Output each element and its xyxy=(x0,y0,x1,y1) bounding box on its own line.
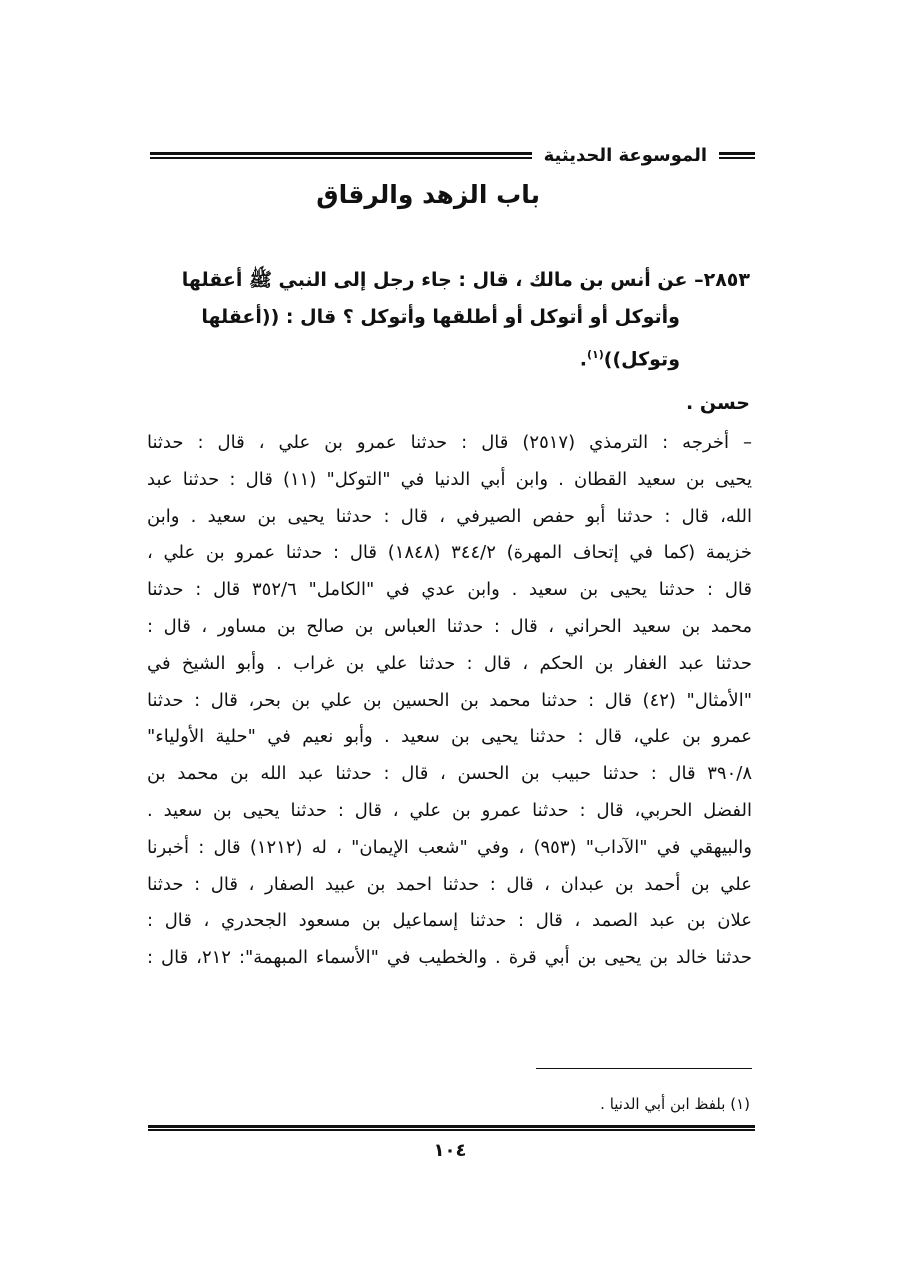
takhrij-line: – أخرجه : الترمذي (٢٥١٧) قال : حدثنا عمرو بن علي ، قال : حدثنا xyxy=(147,432,752,453)
takhrij-line: خزيمة (كما في إتحاف المهرة) ٣٤٤/٢ (١٨٤٨) قال : حدثنا عمرو بن علي ، xyxy=(147,542,752,564)
footnote-separator xyxy=(536,1068,752,1069)
takhrij-line: ٣٩٠/٨ قال : حدثنا حبيب بن الحسن ، قال : حدثنا عبد الله بن محمد بن xyxy=(147,763,752,785)
hadith-grade: حسن . xyxy=(686,392,750,414)
hadith-line: وأتوكل أو أتوكل أو أطلقها وأتوكل ؟ قال : ((أعقلها xyxy=(201,306,680,328)
footnote-marker: (١) xyxy=(586,348,604,361)
takhrij-line: عمرو بن علي، قال : حدثنا يحيى بن سعيد . وأبو نعيم في "حلية الأولياء" xyxy=(147,726,752,748)
footer-rule xyxy=(148,1125,755,1131)
hadith-end: . xyxy=(579,348,587,371)
book-title: الموسوعة الحديثية xyxy=(543,144,707,166)
hadith-text xyxy=(150,262,750,378)
running-header xyxy=(150,143,755,167)
takhrij-line: حدثنا عبد الغفار بن الحكم ، قال : حدثنا علي بن غراب . وأبو الشيخ في xyxy=(147,652,752,674)
page-number: ١٠٤ xyxy=(433,1140,467,1161)
takhrij-text xyxy=(147,425,752,977)
takhrij-line: الله، قال : حدثنا أبو حفص الصيرفي ، قال : حدثنا يحيى بن سعيد . وابن xyxy=(147,505,752,527)
takhrij-line: علي بن أحمد بن عبدان ، قال : حدثنا احمد بن عبيد الصفار ، قال : حدثنا xyxy=(147,873,752,895)
takhrij-line: الفضل الحربي، قال : حدثنا عمرو بن علي ، قال : حدثنا يحيى بن سعيد . xyxy=(147,799,752,821)
footnote: (١) بلفظ ابن أبي الدنيا . xyxy=(600,1095,750,1113)
takhrij-line: "الأمثال" (٤٢) قال : حدثنا محمد بن الحسين بن علي بن بحر، قال : حدثنا xyxy=(147,689,752,711)
takhrij-line: يحيى بن سعيد القطان . وابن أبي الدنيا في "التوكل" (١١) قال : حدثنا عبد xyxy=(147,468,752,490)
hadith-line xyxy=(150,336,750,378)
takhrij-line: قال : حدثنا يحيى بن سعيد . وابن عدي في "الكامل" ٣٥٢/٦ قال : حدثنا xyxy=(147,579,752,601)
hadith-line-text: وتوكل)) xyxy=(603,348,680,371)
takhrij-line: علان بن عبد الصمد ، قال : حدثنا إسماعيل بن مسعود الجحدري ، قال : xyxy=(147,910,752,932)
takhrij-line: محمد بن سعيد الحراني ، قال : حدثنا العباس بن صالح بن مساور ، قال : xyxy=(147,615,752,637)
header-rule-left xyxy=(150,152,532,159)
takhrij-line: حدثنا خالد بن يحيى بن أبي قرة . والخطيب في "الأسماء المبهمة": ٢١٢، قال : xyxy=(147,947,752,969)
header-rule-right xyxy=(719,152,755,159)
chapter-title: باب الزهد والرقاق xyxy=(316,180,540,209)
takhrij-line: والبيهقي في "الآداب" (٩٥٣) ، وفي "شعب الإيمان" ، له (١٢١٢) قال : أخبرنا xyxy=(147,836,753,858)
hadith-line: ٢٨٥٣– عن أنس بن مالك ، قال : جاء رجل إلى النبي ﷺ أعقلها xyxy=(181,269,750,291)
